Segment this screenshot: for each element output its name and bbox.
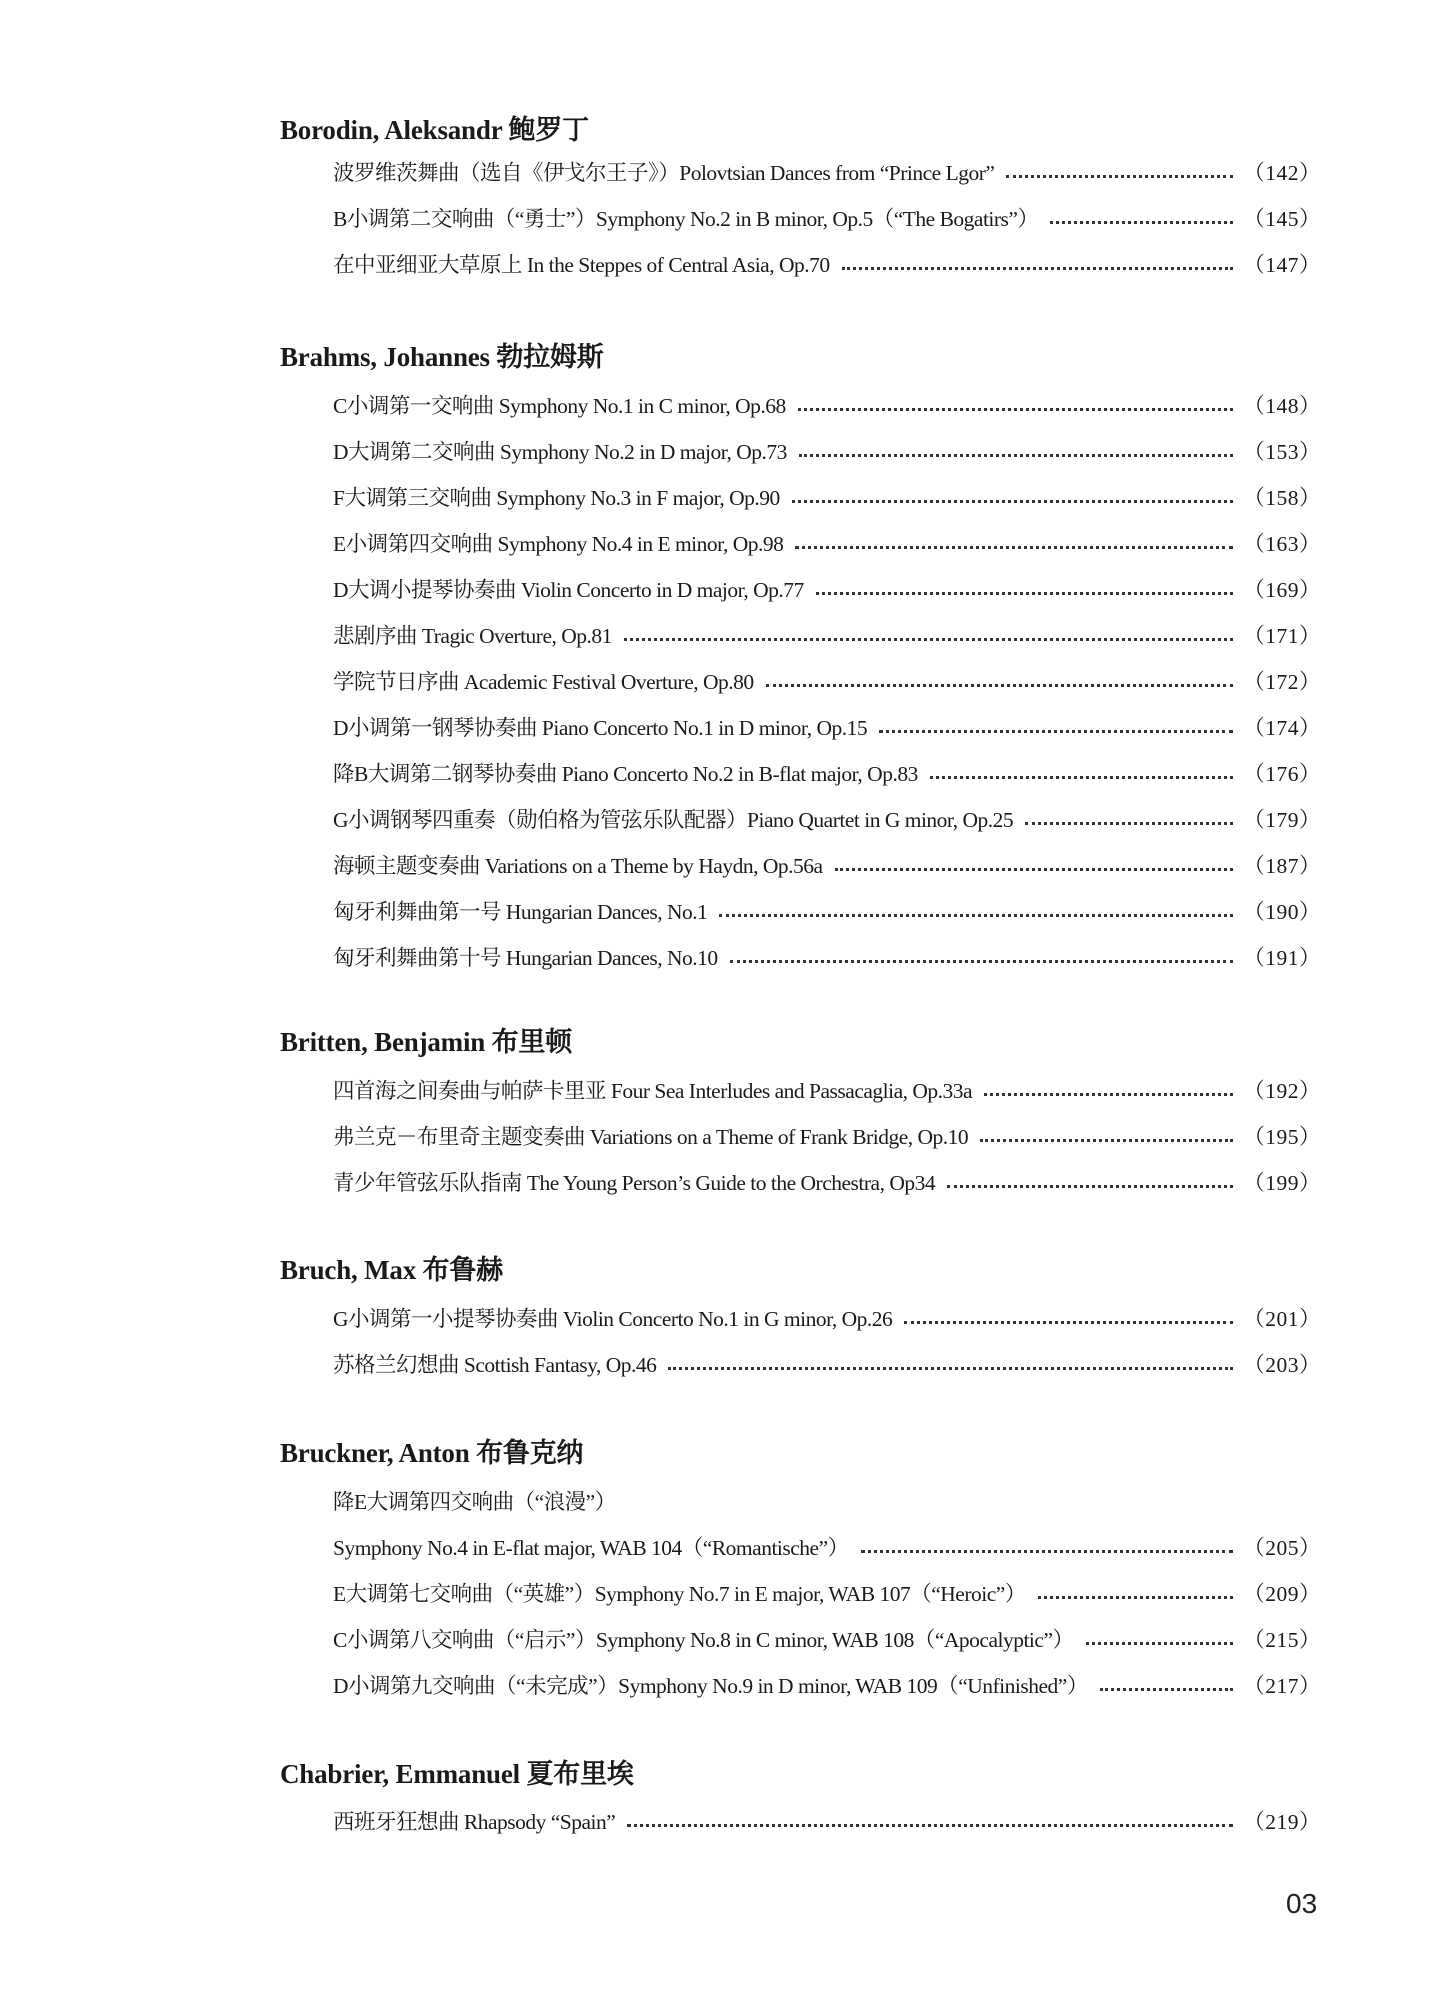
entry-title: 波罗维茨舞曲（选自《伊戈尔王子》）Polovtsian Dances from “Prince Lgor” — [333, 161, 995, 185]
entry-title: D大调小提琴协奏曲 Violin Concerto in D major, Op.77 — [333, 578, 804, 602]
entry-page-number: （190） — [1243, 900, 1321, 924]
entry-title: 匈牙利舞曲第十号 Hungarian Dances, No.10 — [333, 946, 718, 970]
toc-entry[interactable] — [333, 246, 1321, 280]
entry-title: 匈牙利舞曲第一号 Hungarian Dances, No.1 — [333, 900, 708, 924]
entry-title: 学院节日序曲 Academic Festival Overture, Op.80 — [333, 670, 754, 694]
entry-title: Symphony No.4 in E-flat major, WAB 104（“Romantische”） — [333, 1536, 849, 1560]
dot-leader — [1086, 1642, 1234, 1645]
entry-page-number: （171） — [1243, 624, 1321, 648]
entry-title: E大调第七交响曲（“英雄”）Symphony No.7 in E major, WAB 107（“Heroic”） — [333, 1582, 1026, 1606]
entry-title: D大调第二交响曲 Symphony No.2 in D major, Op.73 — [333, 440, 787, 464]
dot-leader — [1006, 175, 1233, 178]
entry-title: D小调第九交响曲（“未完成”）Symphony No.9 in D minor, WAB 109（“Unfinished”） — [333, 1674, 1088, 1698]
toc-entry[interactable] — [333, 1803, 1321, 1837]
toc-entry[interactable] — [333, 200, 1321, 234]
dot-leader — [627, 1824, 1233, 1827]
dot-leader — [1100, 1688, 1233, 1691]
entry-page-number: （217） — [1243, 1674, 1321, 1698]
entry-title: 降E大调第四交响曲（“浪漫”） — [333, 1490, 616, 1514]
toc-entry[interactable] — [333, 154, 1321, 188]
toc-entry[interactable] — [333, 801, 1321, 835]
toc-entry[interactable] — [333, 1529, 1321, 1563]
dot-leader — [792, 500, 1233, 503]
toc-entry[interactable] — [333, 479, 1321, 513]
dot-leader — [624, 638, 1233, 641]
entry-title: 在中亚细亚大草原上 In the Steppes of Central Asia, Op.70 — [333, 253, 830, 277]
entry-page-number: （163） — [1243, 532, 1321, 556]
entry-title: 四首海之间奏曲与帕萨卡里亚 Four Sea Interludes and Passacaglia, Op.33a — [333, 1079, 973, 1103]
dot-leader — [1025, 822, 1233, 825]
entry-page-number: （203） — [1243, 1353, 1321, 1377]
composer-heading: Bruckner, Anton 布鲁克纳 — [280, 1438, 584, 1468]
entry-page-number: （169） — [1243, 578, 1321, 602]
toc-entry[interactable] — [333, 1164, 1321, 1198]
dot-leader — [835, 868, 1234, 871]
dot-leader — [930, 776, 1233, 779]
dot-leader — [980, 1139, 1233, 1142]
toc-entry[interactable] — [333, 847, 1321, 881]
composer-heading: Britten, Benjamin 布里顿 — [280, 1027, 573, 1057]
entry-title: 西班牙狂想曲 Rhapsody “Spain” — [333, 1810, 616, 1834]
composer-heading: Borodin, Aleksandr 鲍罗丁 — [280, 115, 589, 145]
dot-leader — [816, 592, 1233, 595]
dot-leader — [799, 454, 1233, 457]
page-number: 03 — [1286, 1888, 1318, 1919]
entry-page-number: （219） — [1243, 1810, 1321, 1834]
toc-entry[interactable] — [333, 433, 1321, 467]
toc-entry[interactable] — [333, 387, 1321, 421]
entry-page-number: （192） — [1243, 1079, 1321, 1103]
dot-leader — [766, 684, 1234, 687]
dot-leader — [798, 408, 1233, 411]
dot-leader — [861, 1550, 1234, 1553]
entry-title: 青少年管弦乐队指南 The Young Person’s Guide to the Orchestra, Op34 — [333, 1171, 936, 1195]
toc-entry[interactable] — [333, 939, 1321, 973]
entry-title: 悲剧序曲 Tragic Overture, Op.81 — [333, 624, 612, 648]
entry-page-number: （187） — [1243, 854, 1321, 878]
entry-page-number: （158） — [1243, 486, 1321, 510]
toc-entry[interactable] — [333, 709, 1321, 743]
dot-leader — [904, 1321, 1233, 1324]
composer-heading: Chabrier, Emmanuel 夏布里埃 — [280, 1759, 634, 1789]
entry-page-number: （201） — [1243, 1307, 1321, 1331]
entry-title: C小调第八交响曲（“启示”）Symphony No.8 in C minor, WAB 108（“Apocalyptic”） — [333, 1628, 1074, 1652]
entry-page-number: （195） — [1243, 1125, 1321, 1149]
dot-leader — [795, 546, 1233, 549]
entry-title: 苏格兰幻想曲 Scottish Fantasy, Op.46 — [333, 1353, 657, 1377]
entry-page-number: （179） — [1243, 808, 1321, 832]
entry-page-number: （142） — [1243, 161, 1321, 185]
entry-page-number: （209） — [1243, 1582, 1321, 1606]
dot-leader — [719, 914, 1233, 917]
entry-page-number: （153） — [1243, 440, 1321, 464]
dot-leader — [879, 730, 1233, 733]
composer-heading: Bruch, Max 布鲁赫 — [280, 1255, 503, 1285]
entry-title: C小调第一交响曲 Symphony No.1 in C minor, Op.68 — [333, 394, 786, 418]
dot-leader — [1038, 1596, 1233, 1599]
dot-leader — [947, 1185, 1233, 1188]
entry-title: G小调第一小提琴协奏曲 Violin Concerto No.1 in G minor, Op.26 — [333, 1307, 893, 1331]
toc-entry[interactable] — [333, 571, 1321, 605]
toc-entry[interactable] — [333, 1346, 1321, 1380]
entry-title: 海顿主题变奏曲 Variations on a Theme by Haydn, Op.56a — [333, 854, 823, 878]
entry-title: F大调第三交响曲 Symphony No.3 in F major, Op.90 — [333, 486, 780, 510]
entry-page-number: （199） — [1243, 1171, 1321, 1195]
toc-entry[interactable] — [333, 1667, 1321, 1701]
entry-page-number: （172） — [1243, 670, 1321, 694]
dot-leader — [1050, 221, 1233, 224]
toc-entry[interactable] — [333, 1621, 1321, 1655]
toc-entry[interactable] — [333, 663, 1321, 697]
entry-title: G小调钢琴四重奏（勋伯格为管弦乐队配器）Piano Quartet in G minor, Op.25 — [333, 808, 1014, 832]
entry-title: 弗兰克－布里奇主题变奏曲 Variations on a Theme of Frank Bridge, Op.10 — [333, 1125, 969, 1149]
toc-entry[interactable] — [333, 755, 1321, 789]
entry-page-number: （147） — [1243, 253, 1321, 277]
toc-entry[interactable] — [333, 1483, 1321, 1517]
entry-title: D小调第一钢琴协奏曲 Piano Concerto No.1 in D minor, Op.15 — [333, 716, 868, 740]
toc-entry[interactable] — [333, 1300, 1321, 1334]
entry-page-number: （174） — [1243, 716, 1321, 740]
entry-title: 降B大调第二钢琴协奏曲 Piano Concerto No.2 in B-flat major, Op.83 — [333, 762, 918, 786]
entry-page-number: （205） — [1243, 1536, 1321, 1560]
entry-title: E小调第四交响曲 Symphony No.4 in E minor, Op.98 — [333, 532, 784, 556]
entry-page-number: （176） — [1243, 762, 1321, 786]
toc-entry[interactable] — [333, 1575, 1321, 1609]
toc-entry[interactable] — [333, 893, 1321, 927]
entry-page-number: （191） — [1243, 946, 1321, 970]
toc-entry[interactable] — [333, 617, 1321, 651]
entry-page-number: （148） — [1243, 394, 1321, 418]
dot-leader — [730, 960, 1234, 963]
entry-page-number: （215） — [1243, 1628, 1321, 1652]
toc-entry[interactable] — [333, 1072, 1321, 1106]
toc-entry[interactable] — [333, 1118, 1321, 1152]
dot-leader — [668, 1367, 1233, 1370]
toc-entry[interactable] — [333, 525, 1321, 559]
entry-title: B小调第二交响曲（“勇士”）Symphony No.2 in B minor, Op.5（“The Bogatirs”） — [333, 207, 1039, 231]
composer-heading: Brahms, Johannes 勃拉姆斯 — [280, 342, 604, 372]
entry-page-number: （145） — [1243, 207, 1321, 231]
dot-leader — [984, 1093, 1233, 1096]
dot-leader — [842, 267, 1234, 270]
